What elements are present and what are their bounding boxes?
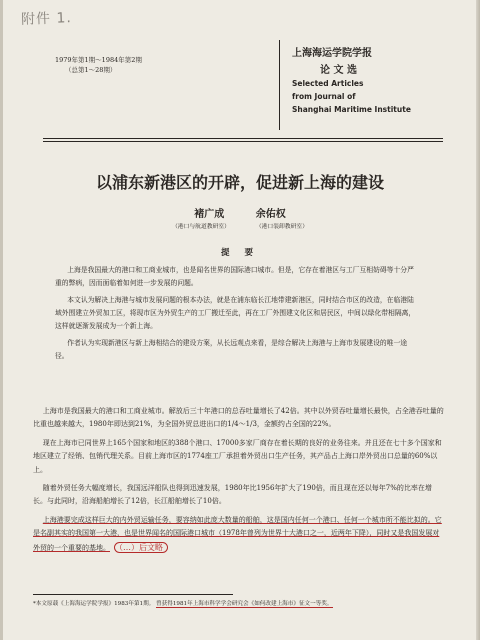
handwritten-omission-note: （…）后文略 [114,542,168,553]
article-body [33,405,445,560]
abstract-paragraph: 作者认为实现新港区与新上海相结合的建设方案，从长远观点来看，是综合解决上海港与上海市发展建设的唯一途径。 [55,339,408,360]
footnote-source: *本文原载《上海海运学院学报》1983年第1期。 [33,601,155,607]
journal-en-line: Selected Articles [292,79,364,88]
abstract-paragraph: 本文认为解决上海港与城市发展问题的根本办法，就是在浦东临长江地带建新港区，同时结合市区的改造，在临港陆域外围建立外贸加工区，将现市区为外贸生产的工厂搬迁至此，再在工厂外围建文化区和居民区，中间以绿化带相隔离，这样就逐渐发展成为一个新上海。 [55,296,416,330]
author-name: 褚广成 [194,209,225,220]
issue-range-line: 1979年第1期～1984年第2期 [55,56,142,64]
abstract [55,264,417,367]
journal-cn-subtitle: 论 文 选 [320,65,357,76]
header-rule [43,138,443,139]
author-names [3,205,477,220]
footnote-rule [33,594,233,595]
document-page [3,0,477,640]
author-affiliation: （港口与航道教研室） [171,224,230,230]
body-paragraph: 上海市是我国最大的港口和工商业城市。解放后三十年港口的总吞吐量增长了42倍。其中以外贸吞吐量增长最快，占全港吞吐量的比重也越来越大，1980年即达到21%，为全国外贸总进出口的1/4～1/3，金额约占全国的22%。 [33,407,444,429]
journal-masthead [279,40,417,130]
journal-en-line: Shanghai Maritime Institute [292,105,411,114]
footnote [33,600,453,609]
issue-range [55,55,142,75]
abstract-paragraph: 上海是我国最大的港口和工商业城市，也是闻名世界的国际港口城市。但是，它存在着港区与工厂互相妨碍等十分严重的弊病，因而面临着如何进一步发展的问题。 [55,266,414,287]
body-paragraph: 随着外贸任务大幅度增长，我国远洋船队也得到迅速发展，1980年比1956年扩大了190倍，而且现在还以每年7%的比率在增长。与此同时，沿海船舶增长了12倍，长江船舶增长了10倍。 [33,484,432,506]
body-paragraph-text: 上海港要完成这样巨大的内外贸运输任务，要容纳如此庞大数量的船舶，这是国内任何一个港口、任何一个城市所不能比拟的。它是名副其实的我国第一大港，也是世界闻名的国际港口城市（1978年曾列为世界十大港口之一，近两年下降），同时又是我国发展对外贸的一个重要的基地。 [33,515,442,552]
body-paragraph: 现在上海市已同世界上165个国家和地区的388个港口、17000多家厂商存在着长期的良好的业务往来。并且还在七十多个国家和地区建立了经销、包销代理关系。目前上海市区的1774座工厂承担着外贸出口生产任务，其产品占上海口岸外贸出口总量的60%以上。 [33,438,442,474]
body-paragraph [33,514,445,555]
footnote-award: 曾获得1981年上海市科学学会研究会《如何改建上海市》征文一等奖。 [156,601,333,607]
author-affiliation: （港口装卸教研室） [255,224,308,230]
issue-total-line: （总第1～28期） [65,66,117,74]
abstract-heading: 提 要 [221,248,259,258]
page-edge-shadow [476,0,480,640]
handwritten-attachment-label: 附件 1. [20,10,73,28]
article-title: 以浦东新港区的开辟，促进新上海的建设 [95,173,384,192]
author-affiliations [3,221,477,230]
journal-cn-title: 上海海运学院学报 [292,48,372,59]
author-name: 余佑权 [255,209,286,220]
header-rule [43,141,443,142]
journal-en-line: from Journal of [292,92,356,101]
